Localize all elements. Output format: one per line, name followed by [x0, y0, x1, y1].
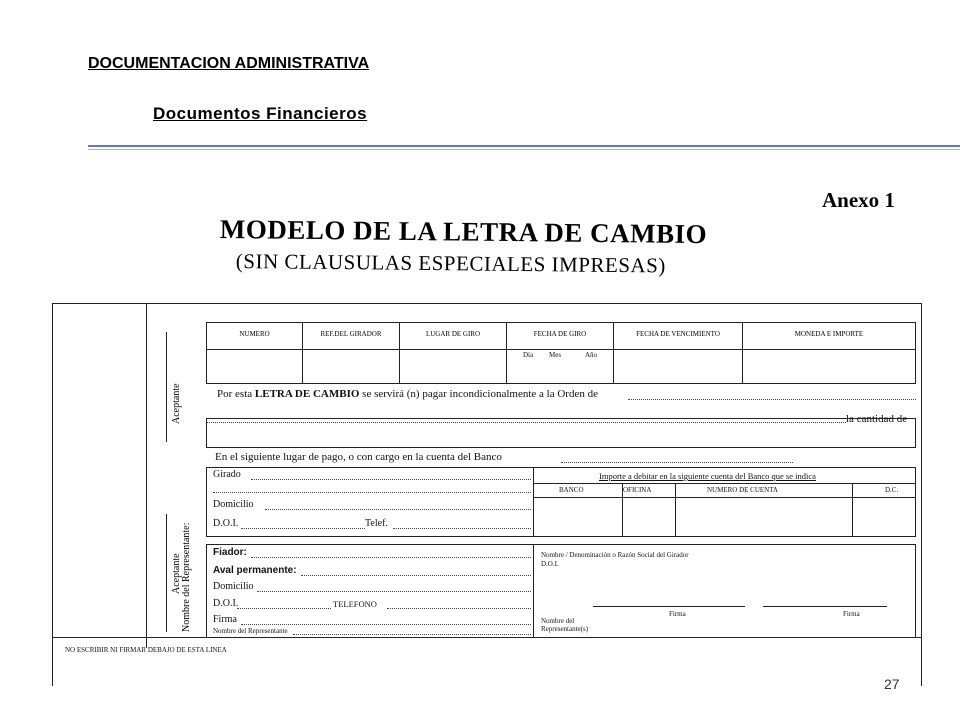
bank-col-bank: BANCO — [559, 486, 584, 494]
doi-label: D.O.I. — [213, 518, 239, 529]
col-place: LUGAR DE GIRO — [400, 323, 507, 383]
guarantor-divider — [533, 545, 534, 637]
side-label-acceptor: Aceptante — [171, 383, 182, 424]
annex-label: Anexo 1 — [822, 188, 895, 212]
acceptor-signature-line — [166, 332, 167, 442]
bank-col-divider-2 — [675, 483, 676, 536]
drawee-label: Girado — [213, 469, 241, 480]
header-divider-thin — [88, 149, 960, 150]
drawer-signature-line-1 — [593, 606, 745, 607]
drawee-dotted — [251, 479, 531, 480]
signature-dotted — [241, 624, 531, 625]
date-day: Día — [523, 351, 534, 359]
address-label: Domicilio — [213, 499, 254, 510]
debit-header: Importe a debitar en la siguiente cuenta del Banco que se indica — [599, 471, 816, 481]
side-label-representative: Nombre del Representante: — [181, 522, 192, 632]
amount-label: la cantidad de — [846, 413, 908, 425]
address-dotted — [265, 509, 531, 510]
document-subtitle: (SIN CLAUSULAS ESPECIALES IMPRESAS) — [235, 249, 666, 278]
col-due-date: FECHA DE VENCIMIENTO — [614, 323, 743, 383]
rep-name-1: Nombre del — [541, 617, 575, 625]
drawee-dotted-2 — [213, 492, 531, 493]
date-month: Mes — [549, 351, 562, 359]
acceptor-signature-line-2 — [166, 514, 167, 632]
bank-col-office: OFICINA — [623, 486, 652, 494]
bank-col-divider-3 — [852, 483, 853, 536]
document-title: MODELO DE LA LETRA DE CAMBIO — [219, 214, 708, 250]
guarantor-label: Fiador: — [213, 547, 247, 558]
order-clause: Por esta LETRA DE CAMBIO se servirá (n) pagar incondicionalmente a la Orden de — [217, 388, 598, 400]
signature-1: Firma — [669, 610, 686, 618]
amount-box — [206, 418, 916, 448]
guarantor-address-label: Domicilio — [213, 581, 254, 592]
bank-row-divider — [533, 483, 915, 484]
permanent-guarantee-dotted — [301, 575, 531, 576]
side-label-acceptor-2: Aceptante — [171, 553, 182, 594]
guarantor-doi-label: D.O.I. — [213, 598, 239, 609]
payment-place-label: En el siguiente lugar de pago, o con cargo en la cuenta del Banco — [215, 451, 502, 463]
guarantor-doi-dotted — [237, 608, 331, 609]
header-divider — [88, 145, 960, 147]
doi-dotted — [241, 528, 365, 529]
drawer-signature-line-2 — [763, 606, 887, 607]
col-drawer-ref: REF.DEL GIRADOR — [303, 323, 400, 383]
page-number: 27 — [884, 676, 900, 692]
phone-dotted — [393, 528, 531, 529]
signature-2: Firma — [843, 610, 860, 618]
page-subtitle: Documentos Financieros — [153, 104, 368, 123]
col-currency-amount: MONEDA E IMPORTE — [794, 330, 864, 338]
guarantor-box — [206, 544, 916, 638]
bank-col-dc: D.C. — [885, 486, 899, 494]
guarantor-address-dotted — [257, 591, 531, 592]
rep-name-label: Nombre del Representante — [213, 627, 288, 635]
bank-row-divider-2 — [533, 497, 915, 498]
drawer-doi-label: D.O.I. — [541, 560, 559, 568]
header-table — [206, 322, 916, 384]
footer-warning: NO ESCRIBIR NI FIRMAR DEBAJO DE ESTA LINEA — [65, 646, 227, 654]
phone-short-label: Telef. — [365, 518, 388, 529]
bill-of-exchange-form — [52, 303, 922, 686]
col-issue-date: FECHA DE GIRO — [507, 323, 614, 383]
stub-divider — [146, 304, 147, 648]
drawer-name-label: Nombre / Denominación o Razón Social del Girador — [541, 551, 689, 559]
order-dotted-line — [628, 399, 916, 400]
permanent-guarantee-label: Aval permanente: — [213, 565, 297, 576]
date-year: Año — [585, 351, 598, 359]
signature-label: Firma — [213, 614, 237, 625]
drawee-divider — [533, 468, 534, 536]
payment-place-dotted — [561, 462, 793, 463]
guarantor-phone-dotted — [387, 608, 531, 609]
bank-col-account: NUMERO DE CUENTA — [707, 486, 778, 494]
page-title: DOCUMENTACION ADMINISTRATIVA — [88, 55, 370, 72]
col-number: NUMERO — [207, 323, 303, 383]
drawee-box — [206, 467, 916, 537]
rep-name-2: Representante(s) — [541, 625, 589, 633]
rep-name-dotted — [293, 634, 531, 635]
guarantor-dotted — [251, 557, 531, 558]
phone-label: TELEFONO — [333, 599, 377, 609]
